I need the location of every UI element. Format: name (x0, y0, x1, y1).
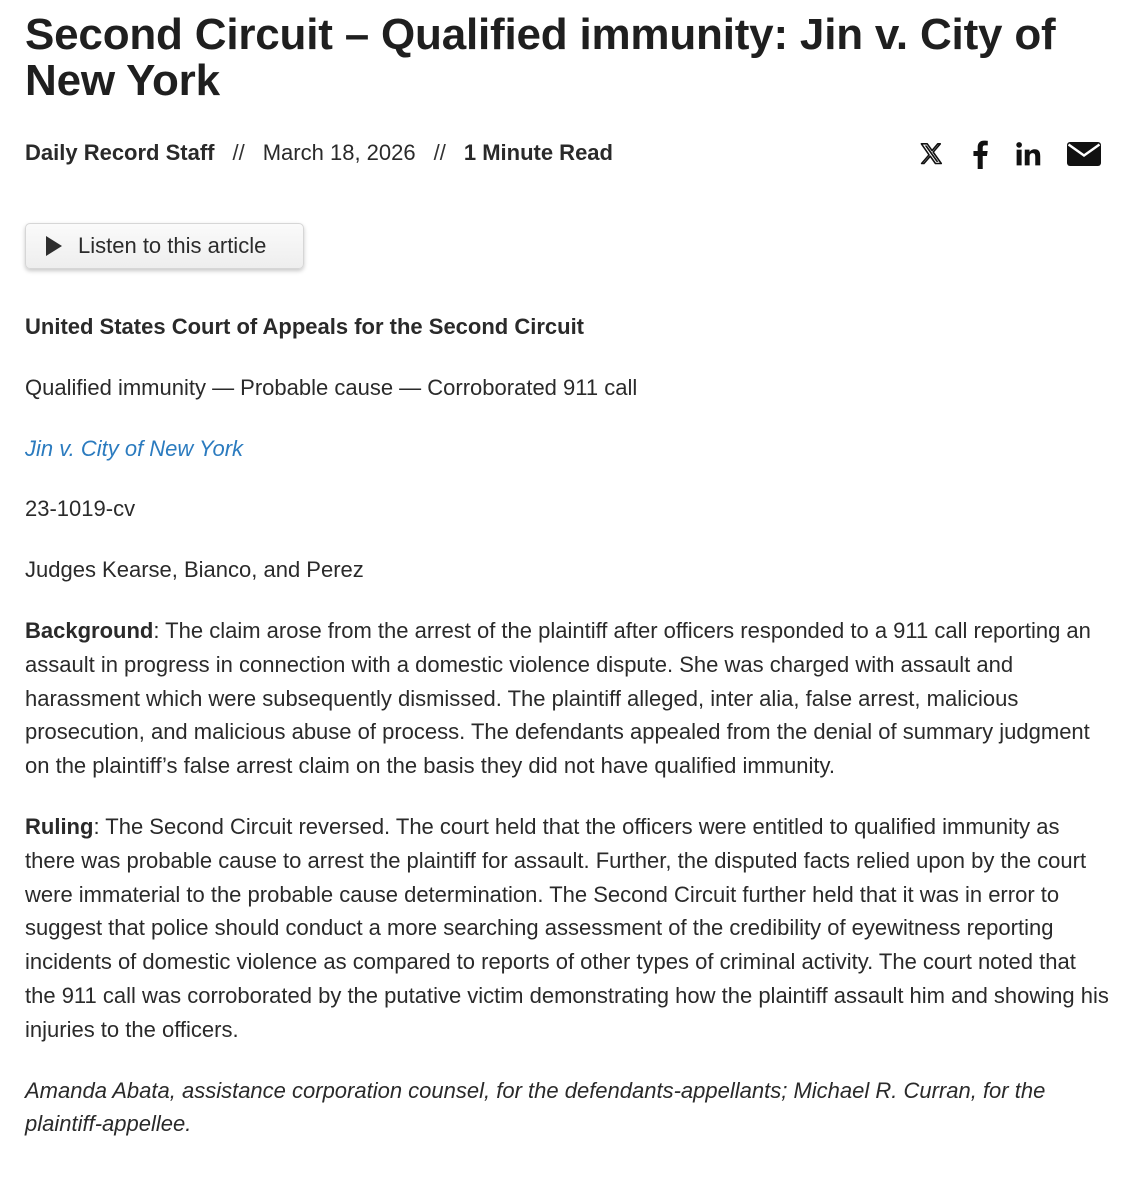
background-paragraph (25, 614, 1110, 783)
article-meta (25, 138, 613, 168)
background-label: Background (25, 617, 154, 643)
case-link[interactable]: Jin v. City of New York (25, 435, 244, 461)
share-bar (892, 137, 1101, 171)
play-icon (46, 236, 62, 256)
meta-separator: // (232, 140, 245, 165)
docket-number: 23-1019-cv (25, 496, 136, 522)
ruling-label: Ruling (25, 813, 94, 839)
meta-separator: // (433, 140, 446, 165)
read-time: 1 Minute Read (463, 140, 613, 165)
ruling-text: : The Second Circuit reversed. The court held that the officers were entitled to qualified immunity as there was probable cause to arrest the plaintiff for assault. Further, the disputed facts relied upon by the court were immaterial to the probable cause determination. The Second Circuit further held that it was in error to suggest that police should conduct a more searching assessment of the credibility of eyewitness reporting incidents of domestic violence as compared to reports of other types of criminal activity. The court noted that the 911 call was corroborated by the putative victim demonstrating how the plaintiff assault him and showing his injuries to the officers. (25, 813, 1109, 1042)
email-icon[interactable] (1067, 137, 1101, 171)
x-icon[interactable] (918, 137, 945, 171)
linkedin-icon[interactable] (1015, 137, 1041, 171)
publish-date: March 18, 2026 (262, 140, 416, 165)
case-topics: Qualified immunity — Probable cause — Corroborated 911 call (25, 374, 638, 400)
court-name: United States Court of Appeals for the Second Circuit (25, 314, 585, 339)
counsel-note: Amanda Abata, assistance corporation counsel, for the defendants-appellants; Michael R. Curran, for the plaintiff-appellee. (25, 1077, 1046, 1137)
article-title: Second Circuit – Qualified immunity: Jin v. City of New York (25, 10, 1056, 105)
facebook-icon[interactable] (971, 137, 989, 171)
listen-button[interactable] (25, 223, 304, 269)
author-name[interactable]: Daily Record Staff (25, 140, 215, 165)
ruling-paragraph (25, 810, 1110, 1047)
article-body (25, 310, 1110, 1168)
judges: Judges Kearse, Bianco, and Perez (25, 557, 364, 583)
listen-label: Listen to this article (78, 233, 267, 258)
background-text: : The claim arose from the arrest of the plaintiff after officers responded to a 911 call reporting an assault in progress in connection with a domestic violence dispute. She was charged with assault and harassment which were subsequently dismissed. The plaintiff alleged, inter alia, false arrest, malicious prosecution, and malicious abuse of process. The defendants appealed from the denial of summary judgment on the plaintiff’s false arrest claim on the basis they did not have qualified immunity. (25, 617, 1091, 779)
